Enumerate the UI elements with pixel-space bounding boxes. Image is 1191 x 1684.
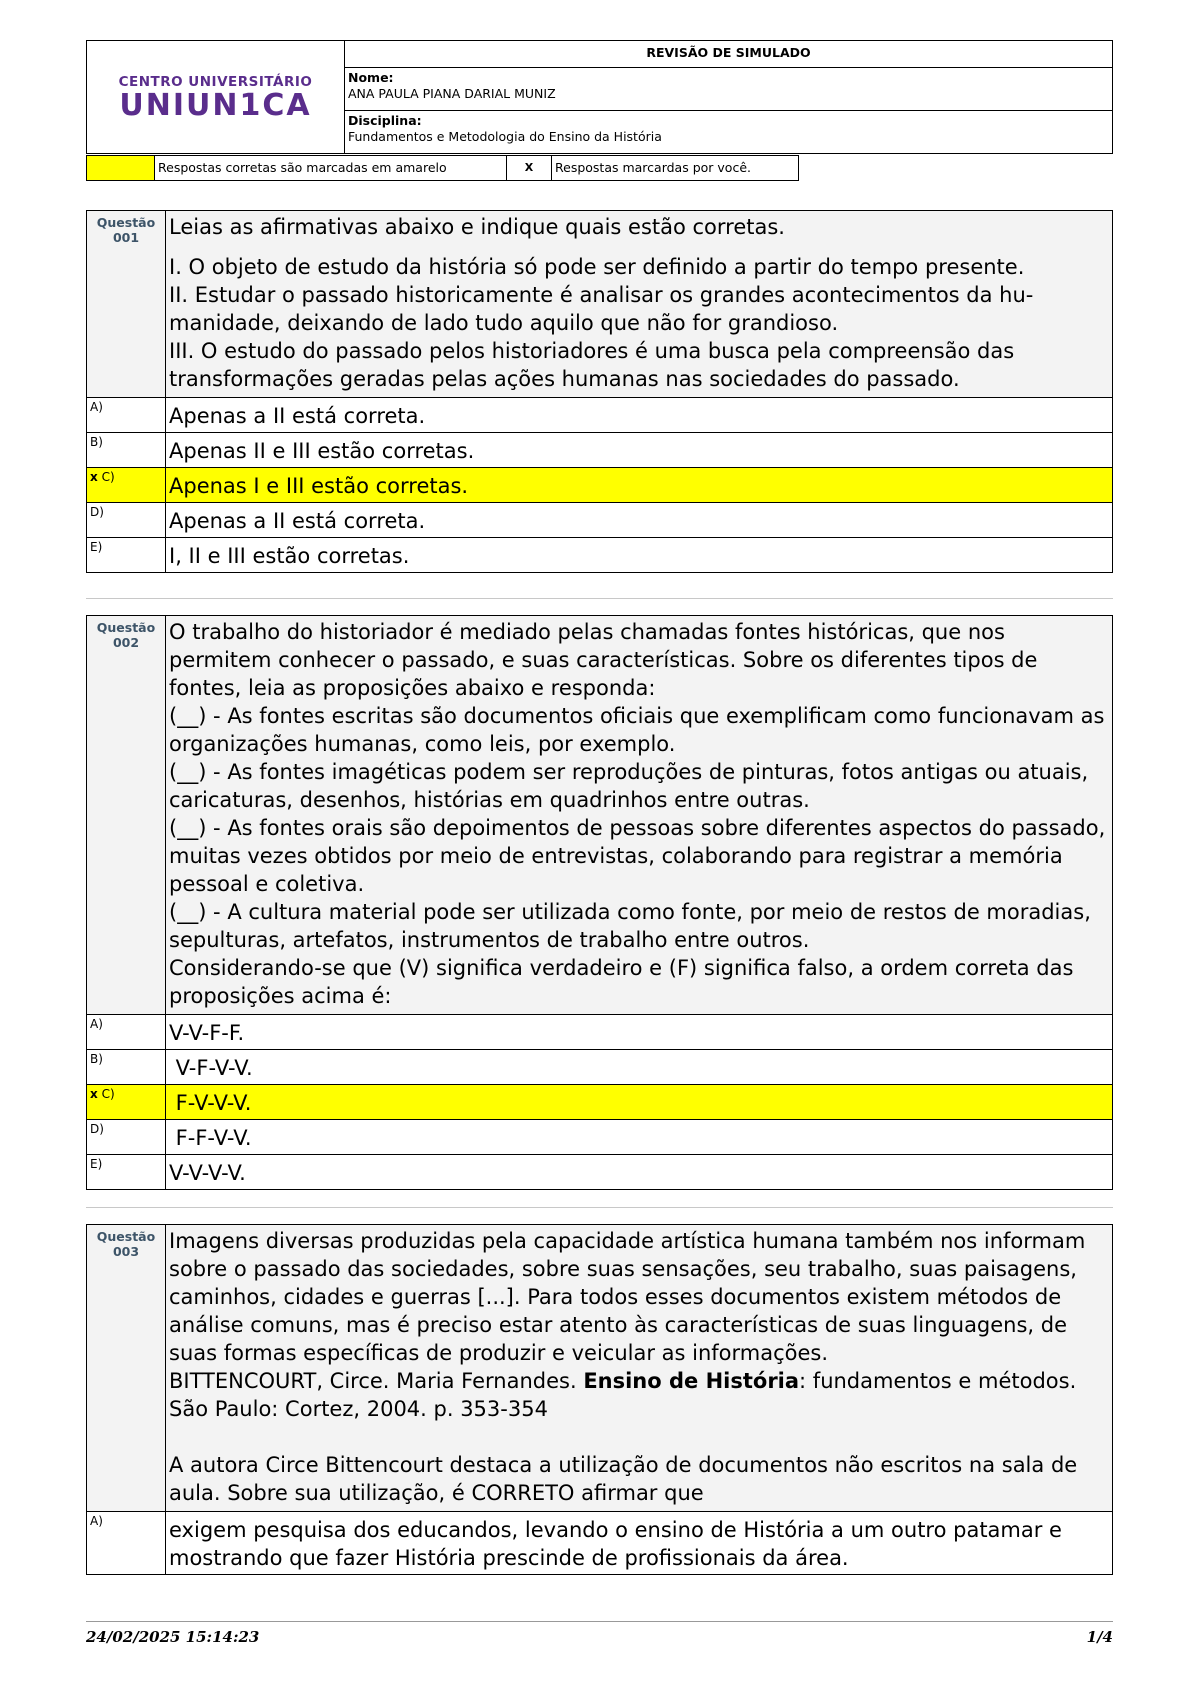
option-letter: A) bbox=[87, 1512, 166, 1574]
question-line: O trabalho do historiador é mediado pelas chamadas fontes históricas, que nos permitem conhecer o passado, e suas características. Sobre os diferentes tipos de fontes, leia as proposições abaixo e responda: bbox=[169, 620, 1038, 700]
question-text bbox=[166, 1225, 1112, 1511]
question-label-text: Questão bbox=[96, 215, 156, 230]
option-row-e[interactable] bbox=[87, 1155, 1112, 1189]
question-line: (__) - As fontes imagéticas podem ser reproduções de pinturas, fotos antigas ou atuais, caricaturas, desenhos, histórias em quadrinhos entre outras. bbox=[169, 760, 1089, 812]
question-text bbox=[166, 616, 1112, 1014]
option-letter: E) bbox=[87, 538, 166, 572]
option-letter: x C) bbox=[87, 1085, 166, 1119]
question-label bbox=[87, 616, 166, 1014]
legend-correct-text: Respostas corretas são marcadas em amarelo bbox=[155, 156, 507, 180]
question-text bbox=[166, 211, 1112, 397]
option-text: V-V-F-F. bbox=[169, 1021, 245, 1045]
question-number: 002 bbox=[112, 635, 140, 650]
question-003 bbox=[86, 1224, 1113, 1575]
option-letter: x C) bbox=[87, 468, 166, 502]
option-letter: A) bbox=[87, 1015, 166, 1049]
question-line: II. Estudar o passado historicamente é analisar os grandes acontecimentos da hu-manidade, deixando de lado tudo aquilo que não for grandioso. bbox=[169, 283, 1034, 335]
logo bbox=[87, 41, 345, 153]
footer-line bbox=[86, 1621, 1113, 1622]
option-row-d[interactable] bbox=[87, 503, 1112, 538]
option-text: V-V-V-V. bbox=[169, 1161, 246, 1185]
question-label-text: Questão bbox=[96, 620, 156, 635]
option-row-a[interactable] bbox=[87, 398, 1112, 433]
citation-title: Ensino de História bbox=[583, 1369, 800, 1393]
option-text: Apenas a II está correta. bbox=[169, 404, 426, 428]
option-row-b[interactable] bbox=[87, 1050, 1112, 1085]
option-row-e[interactable] bbox=[87, 538, 1112, 572]
question-line: A autora Circe Bittencourt destaca a utilização de documentos não escritos na sala de aula. Sobre sua utilização, é CORRETO afirmar que bbox=[169, 1453, 1078, 1505]
option-letter: D) bbox=[87, 503, 166, 537]
question-line: Leias as afirmativas abaixo e indique quais estão corretas. bbox=[169, 215, 785, 239]
legend bbox=[86, 155, 799, 181]
question-line: (__) - A cultura material pode ser utilizada como fonte, por meio de restos de moradias, sepulturas, artefatos, instrumentos de trabalho entre outros. bbox=[169, 900, 1091, 952]
option-text: F-F-V-V. bbox=[169, 1126, 252, 1150]
question-line: Considerando-se que (V) significa verdadeiro e (F) significa falso, a ordem correta das proposições acima é: bbox=[169, 956, 1074, 1008]
option-text: V-F-V-V. bbox=[169, 1056, 253, 1080]
option-text: Apenas I e III estão corretas. bbox=[166, 468, 1112, 502]
question-label bbox=[87, 211, 166, 397]
question-number: 001 bbox=[112, 230, 140, 245]
logo-main-text: UNIUN1CA bbox=[119, 87, 312, 123]
discipline-value: Fundamentos e Metodologia do Ensino da História bbox=[348, 129, 662, 144]
discipline-label: Disciplina: bbox=[348, 113, 422, 128]
info-cell bbox=[345, 41, 1112, 153]
question-stem-row bbox=[87, 616, 1112, 1015]
question-line: (__) - As fontes orais são depoimentos de pessoas sobre diferentes aspectos do passado, muitas vezes obtidos por meio de entrevistas, colaborando para registrar a memória pessoal e coletiva. bbox=[169, 816, 1106, 896]
option-letter: B) bbox=[87, 1050, 166, 1084]
option-text: Apenas II e III estão corretas. bbox=[169, 439, 475, 463]
footer-page-number: 1/4 bbox=[1086, 1628, 1113, 1646]
question-002 bbox=[86, 615, 1113, 1190]
question-line: I. O objeto de estudo da história só pode ser definido a partir do tempo presente. bbox=[169, 255, 1025, 279]
option-text: F-V-V-V. bbox=[166, 1085, 1112, 1119]
option-row-a[interactable] bbox=[87, 1015, 1112, 1050]
legend-marked-symbol: X bbox=[507, 156, 552, 180]
question-number: 003 bbox=[112, 1244, 140, 1259]
option-row-b[interactable] bbox=[87, 433, 1112, 468]
page-title: REVISÃO DE SIMULADO bbox=[345, 41, 1112, 68]
separator bbox=[86, 1207, 1113, 1208]
option-row-c[interactable] bbox=[87, 468, 1112, 503]
option-row-d[interactable] bbox=[87, 1120, 1112, 1155]
question-line: III. O estudo do passado pelos historiadores é uma busca pela compreensão das transformações geradas pelas ações humanas nas sociedades do passado. bbox=[169, 339, 1015, 391]
question-stem-row bbox=[87, 211, 1112, 398]
discipline-row bbox=[345, 111, 1112, 153]
option-letter: E) bbox=[87, 1155, 166, 1189]
logo-top-text: CENTRO UNIVERSITÁRIO bbox=[118, 73, 313, 90]
name-row bbox=[345, 68, 1112, 111]
option-letter: A) bbox=[87, 398, 166, 432]
option-text: I, II e III estão corretas. bbox=[169, 544, 410, 568]
option-row-a[interactable] bbox=[87, 1512, 1112, 1574]
citation: BITTENCOURT, Circe. Maria Fernandes. Ensino de História: fundamentos e métodos. São Paulo: Cortez, 2004. p. 353-354 bbox=[169, 1369, 1077, 1421]
name-value: ANA PAULA PIANA DARIAL MUNIZ bbox=[348, 86, 556, 101]
question-label-text: Questão bbox=[96, 1229, 156, 1244]
question-stem-row bbox=[87, 1225, 1112, 1512]
selected-mark: x bbox=[90, 1087, 98, 1101]
selected-mark: x bbox=[90, 470, 98, 484]
option-text: exigem pesquisa dos educandos, levando o ensino de História a um outro patamar e mostrando que fazer História prescinde de profissionais da área. bbox=[169, 1518, 1062, 1570]
option-letter: D) bbox=[87, 1120, 166, 1154]
separator bbox=[86, 598, 1113, 599]
question-line: Imagens diversas produzidas pela capacidade artística humana também nos informam sobre o passado das sociedades, sobre suas sensações, seu trabalho, suas paisagens, caminhos, cidades e guerras [...]. Para todos esses documentos existem métodos de análise comuns, mas é preciso estar atento às características de suas linguagens, de suas formas específicas de produzir e veicular as informações. bbox=[169, 1229, 1086, 1365]
footer-datetime: 24/02/2025 15:14:23 bbox=[86, 1628, 260, 1646]
name-label: Nome: bbox=[348, 70, 394, 85]
option-letter: B) bbox=[87, 433, 166, 467]
question-001 bbox=[86, 210, 1113, 573]
header-table bbox=[86, 40, 1113, 154]
legend-yellow-swatch bbox=[87, 156, 155, 180]
question-line: (__) - As fontes escritas são documentos oficiais que exemplificam como funcionavam as organizações humanas, como leis, por exemplo. bbox=[169, 704, 1105, 756]
option-text: Apenas a II está correta. bbox=[169, 509, 426, 533]
option-row-c[interactable] bbox=[87, 1085, 1112, 1120]
question-label bbox=[87, 1225, 166, 1511]
legend-marked-text: Respostas marcardas por você. bbox=[555, 160, 751, 175]
